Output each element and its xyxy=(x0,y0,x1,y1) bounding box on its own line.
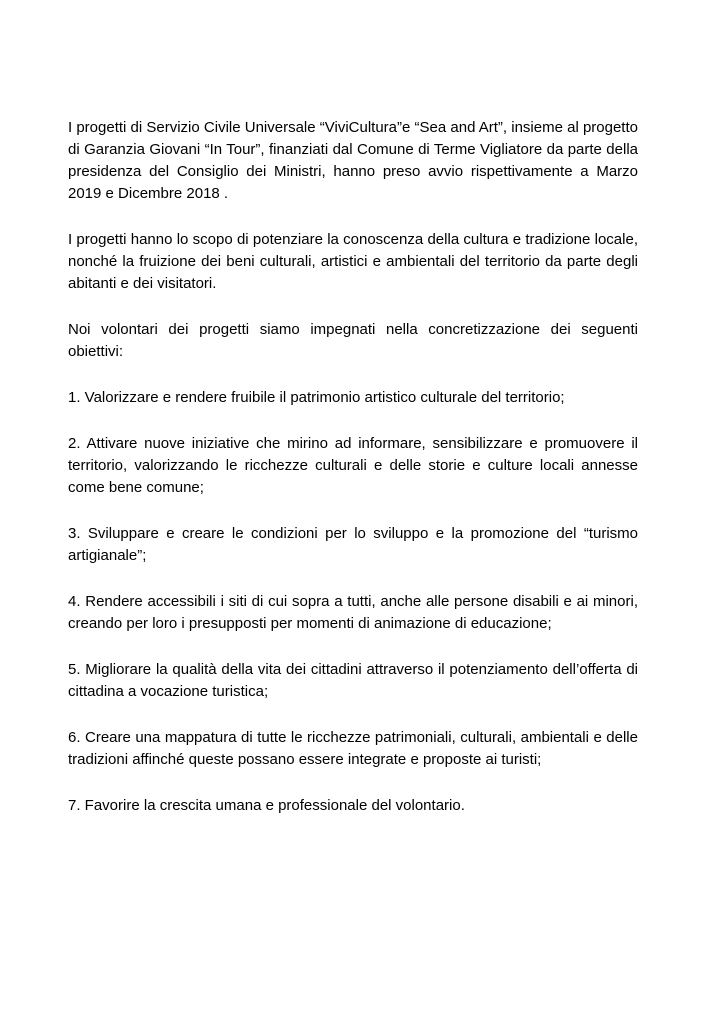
objective-item: 3. Sviluppare e creare le condizioni per lo sviluppo e la promozione del “turismo artigianale”; xyxy=(68,525,638,564)
purpose-paragraph: I progetti hanno lo scopo di potenziare la conoscenza della cultura e tradizione locale, nonché la fruizione dei beni culturali, artistici e ambientali del territorio da parte degli abitanti e dei visitatori. xyxy=(68,231,638,292)
objective-item: 4. Rendere accessibili i siti di cui sopra a tutti, anche alle persone disabili e ai minori, creando per loro i presupposti per momenti di animazione di educazione; xyxy=(68,593,638,632)
objective-item: 1. Valorizzare e rendere fruibile il patrimonio artistico culturale del territorio; xyxy=(68,389,565,406)
document-body xyxy=(68,117,638,841)
objective-item: 6. Creare una mappatura di tutte le ricchezze patrimoniali, culturali, ambientali e delle tradizioni affinché queste possano essere integrate e proposte ai turisti; xyxy=(68,729,638,768)
objective-item: 5. Migliorare la qualità della vita dei cittadini attraverso il potenziamento dell’offerta di cittadina a vocazione turistica; xyxy=(68,661,638,700)
objective-item: 7. Favorire la crescita umana e professionale del volontario. xyxy=(68,797,465,814)
objective-item: 2. Attivare nuove iniziative che mirino ad informare, sensibilizzare e promuovere il territorio, valorizzando le ricchezze culturali e delle storie e culture locali annesse come bene comune; xyxy=(68,435,638,496)
intro-paragraph: I progetti di Servizio Civile Universale “ViviCultura”e “Sea and Art”, insieme al progetto di Garanzia Giovani “In Tour”, finanziati dal Comune di Terme Vigliatore da parte della presidenza del Consiglio dei Ministri, hanno preso avvio rispettivamente a Marzo 2019 e Dicembre 2018 . xyxy=(68,119,638,202)
objectives-intro-paragraph: Noi volontari dei progetti siamo impegnati nella concretizzazione dei seguenti obiettivi: xyxy=(68,321,638,360)
